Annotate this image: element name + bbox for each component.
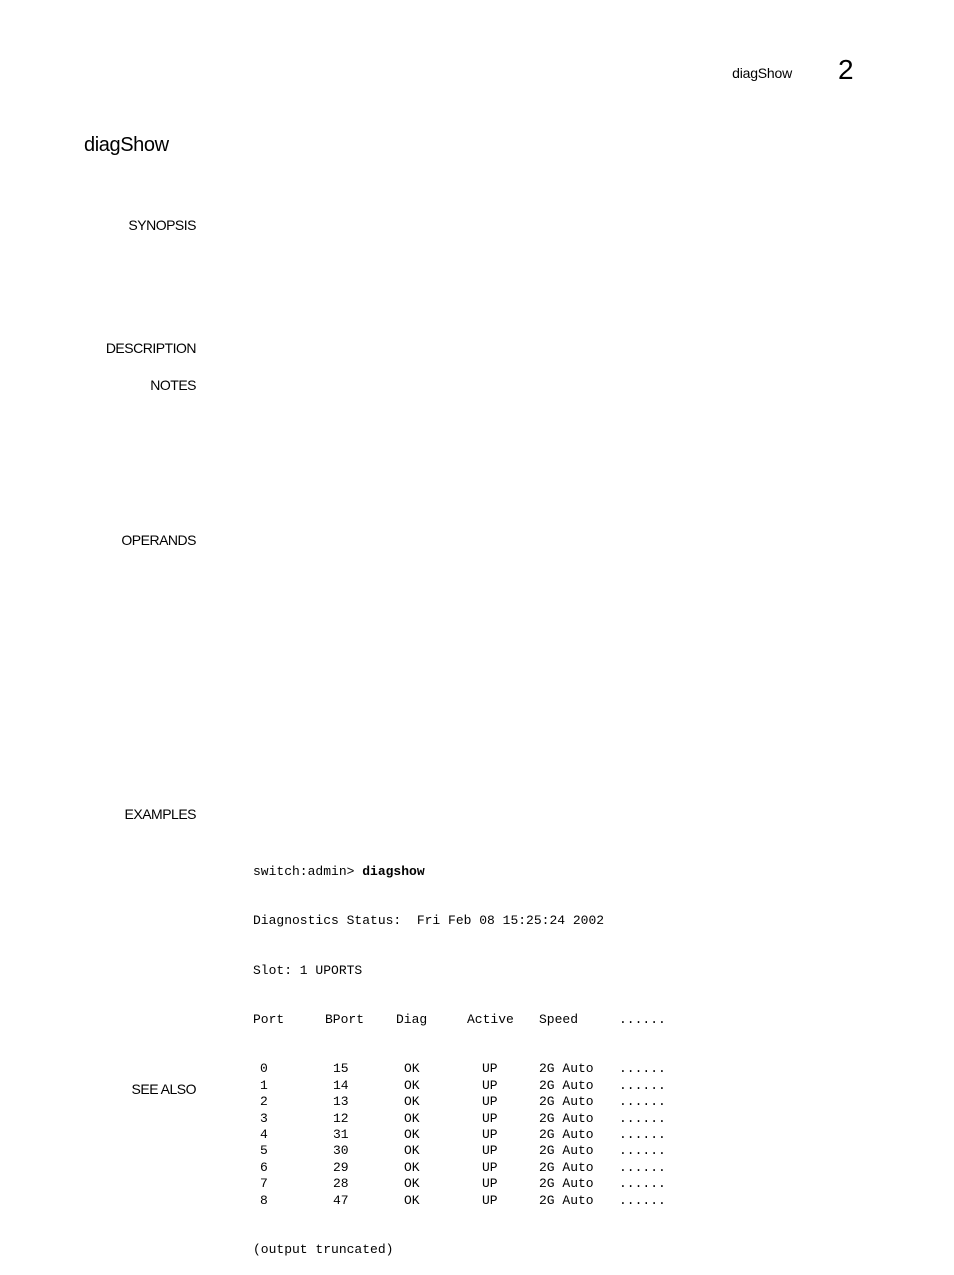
command-prompt: switch:admin> [253,863,363,879]
section-label-examples: EXAMPLES [124,806,196,822]
column-header-speed: Speed [539,1011,579,1027]
cell-diag: OK [404,1077,420,1093]
cell-more: ...... [619,1176,666,1192]
command-text: diagshow [362,863,425,879]
cell-more: ...... [619,1061,666,1077]
cell-port: 1 [260,1077,268,1093]
chapter-number: 2 [838,54,854,85]
cell-speed: 2G Auto [539,1143,594,1159]
table-row [253,1176,666,1192]
section-label-description: DESCRIPTION [105,340,196,356]
slot-line: Slot: 1 UPORTS [253,962,363,978]
cell-bport: 31 [333,1127,349,1143]
section-label-synopsis: SYNOPSIS [128,217,196,233]
cell-diag: OK [404,1094,420,1110]
cell-diag: OK [404,1143,420,1159]
cell-bport: 12 [333,1110,349,1126]
cell-port: 5 [260,1143,268,1159]
cell-speed: 2G Auto [539,1192,594,1208]
cell-active: UP [482,1110,498,1126]
cell-active: UP [482,1077,498,1093]
table-row [253,1159,666,1176]
example-code-block [253,831,666,1275]
cell-diag: OK [404,1176,420,1192]
cell-bport: 13 [333,1094,349,1110]
cell-active: UP [482,1094,498,1110]
cell-more: ...... [619,1077,666,1093]
cell-diag: OK [404,1127,420,1143]
cell-port: 3 [260,1110,268,1126]
cell-bport: 15 [333,1061,349,1077]
cell-active: UP [482,1127,498,1143]
table-body [253,1061,666,1209]
cell-bport: 14 [333,1077,349,1093]
cell-bport: 30 [333,1143,349,1159]
cell-port: 2 [260,1094,268,1110]
cell-bport: 29 [333,1159,349,1175]
column-header-active: Active [467,1011,514,1027]
section-label-notes: NOTES [150,377,196,393]
cell-active: UP [482,1061,498,1077]
cell-speed: 2G Auto [539,1127,594,1143]
cell-active: UP [482,1192,498,1208]
table-row [253,1094,666,1110]
cell-diag: OK [404,1110,420,1126]
table-row [253,1077,666,1094]
table-row [253,1110,666,1127]
cell-port: 4 [260,1127,268,1143]
page-title: diagShow [84,134,169,156]
table-row [253,1143,666,1159]
cell-speed: 2G Auto [539,1061,594,1077]
cell-active: UP [482,1176,498,1192]
cell-speed: 2G Auto [539,1094,594,1110]
table-row [253,1192,666,1209]
cell-more: ...... [619,1110,666,1126]
cell-port: 8 [260,1192,268,1208]
column-header-more: ...... [619,1011,666,1027]
cell-bport: 28 [333,1176,349,1192]
table-row [253,1127,666,1143]
cell-speed: 2G Auto [539,1159,594,1175]
table-header-row [253,1011,666,1028]
cell-diag: OK [404,1061,420,1077]
cell-active: UP [482,1159,498,1175]
running-title: diagShow [732,65,792,81]
cell-more: ...... [619,1127,666,1143]
output-footer: (output truncated) [253,1242,394,1258]
section-label-operands: OPERANDS [121,532,196,548]
table-row [253,1061,666,1077]
cell-more: ...... [619,1094,666,1110]
cell-port: 6 [260,1159,268,1175]
cell-more: ...... [619,1143,666,1159]
cell-port: 7 [260,1176,268,1192]
cell-active: UP [482,1143,498,1159]
cell-speed: 2G Auto [539,1110,594,1126]
cell-more: ...... [619,1159,666,1175]
cell-more: ...... [619,1192,666,1208]
cell-diag: OK [404,1159,420,1175]
command-line [253,864,604,880]
cell-port: 0 [260,1061,268,1077]
cell-diag: OK [404,1192,420,1208]
section-label-see-also: SEE ALSO [131,1081,196,1097]
cell-speed: 2G Auto [539,1077,594,1093]
column-header-port: Port [253,1011,285,1027]
status-line: Diagnostics Status: Fri Feb 08 15:25:24 2002 [253,913,605,929]
cell-bport: 47 [333,1192,349,1208]
column-header-bport: BPort [325,1011,365,1027]
column-header-diag: Diag [396,1011,428,1027]
cell-speed: 2G Auto [539,1176,594,1192]
